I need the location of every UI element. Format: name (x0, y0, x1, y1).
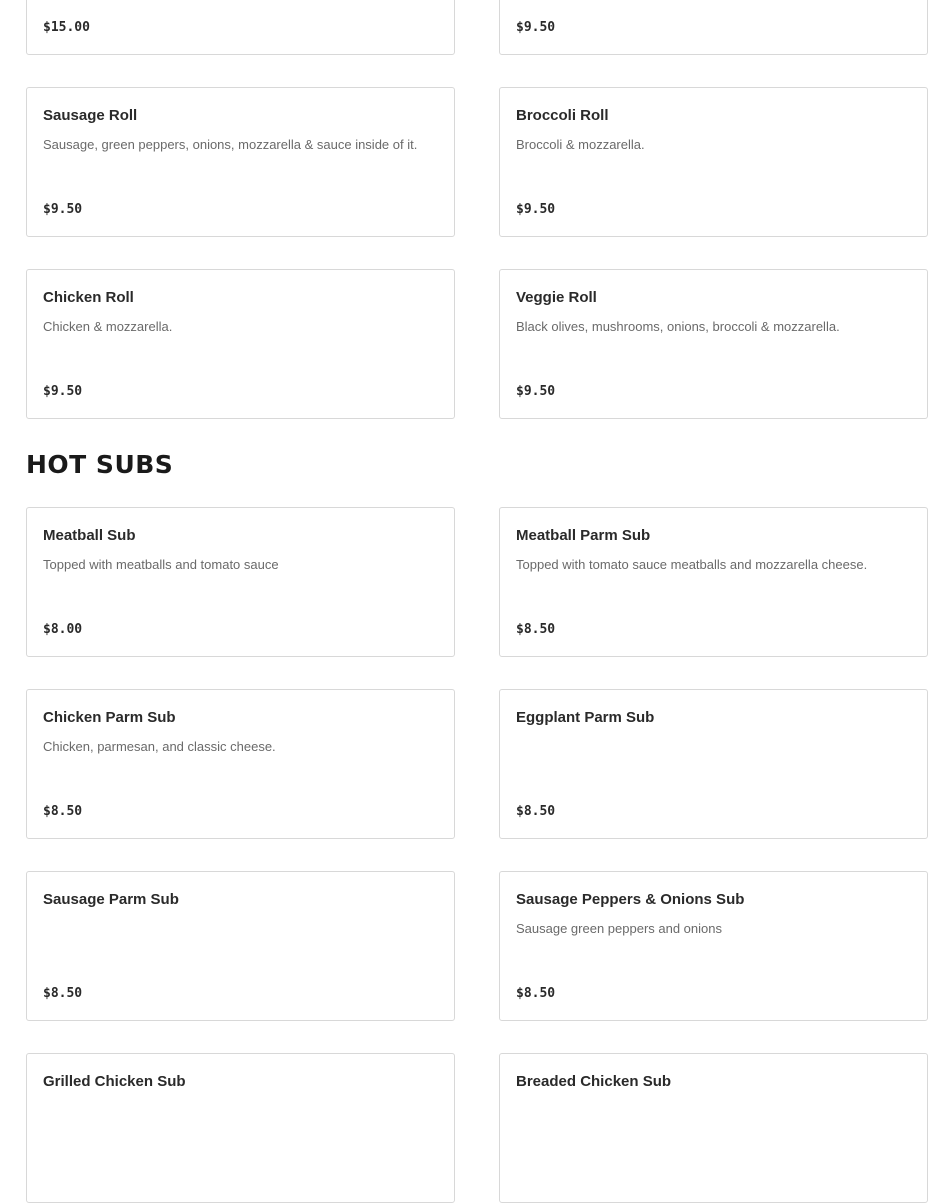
item-price: $8.50 (43, 804, 83, 819)
menu-item-card[interactable] (499, 0, 928, 55)
item-price: $9.50 (516, 20, 556, 35)
item-price: $8.50 (43, 986, 83, 1001)
item-name: Sausage Peppers & Onions Sub (516, 891, 745, 908)
item-price: $9.50 (516, 384, 556, 399)
item-price: $8.00 (43, 622, 83, 637)
menu-item-card[interactable] (499, 507, 928, 657)
item-description: Topped with meatballs and tomato sauce (43, 557, 279, 572)
item-price: $15.00 (43, 20, 90, 35)
item-name: Eggplant Parm Sub (516, 709, 655, 726)
item-name: Sausage Parm Sub (43, 891, 179, 908)
item-price: $9.50 (43, 202, 83, 217)
item-name: Meatball Sub (43, 527, 136, 544)
item-price: $9.50 (43, 384, 83, 399)
menu-item-card[interactable] (26, 871, 455, 1021)
menu-item-card[interactable] (499, 269, 928, 419)
menu-item-card[interactable] (26, 87, 455, 237)
item-description: Chicken, parmesan, and classic cheese. (43, 739, 276, 754)
item-name: Veggie Roll (516, 289, 597, 306)
menu-item-card[interactable] (26, 689, 455, 839)
item-name: Broccoli Roll (516, 107, 609, 124)
menu-item-card[interactable] (26, 269, 455, 419)
item-description: Sausage green peppers and onions (516, 921, 722, 936)
item-price: $8.50 (516, 986, 556, 1001)
item-description: Broccoli & mozzarella. (516, 137, 645, 152)
item-description: Chicken & mozzarella. (43, 319, 173, 334)
menu-item-card[interactable] (499, 1053, 928, 1203)
section-title-hot-subs: HOT SUBS (26, 450, 174, 479)
item-name: Sausage Roll (43, 107, 138, 124)
item-description: Topped with tomato sauce meatballs and mozzarella cheese. (516, 557, 868, 572)
menu-item-card[interactable] (26, 1053, 455, 1203)
item-price: $8.50 (516, 804, 556, 819)
menu-item-card[interactable] (26, 0, 455, 55)
item-price: $9.50 (516, 202, 556, 217)
item-name: Breaded Chicken Sub (516, 1073, 672, 1090)
item-description: Sausage, green peppers, onions, mozzarella & sauce inside of it. (43, 137, 418, 152)
item-name: Meatball Parm Sub (516, 527, 651, 544)
item-name: Chicken Roll (43, 289, 134, 306)
item-name: Grilled Chicken Sub (43, 1073, 186, 1090)
item-name: Chicken Parm Sub (43, 709, 176, 726)
menu-item-card[interactable] (26, 507, 455, 657)
menu-item-card[interactable] (499, 689, 928, 839)
item-price: $8.50 (516, 622, 556, 637)
menu-item-card[interactable] (499, 871, 928, 1021)
item-description: Black olives, mushrooms, onions, broccoli & mozzarella. (516, 319, 840, 334)
menu-item-card[interactable] (499, 87, 928, 237)
